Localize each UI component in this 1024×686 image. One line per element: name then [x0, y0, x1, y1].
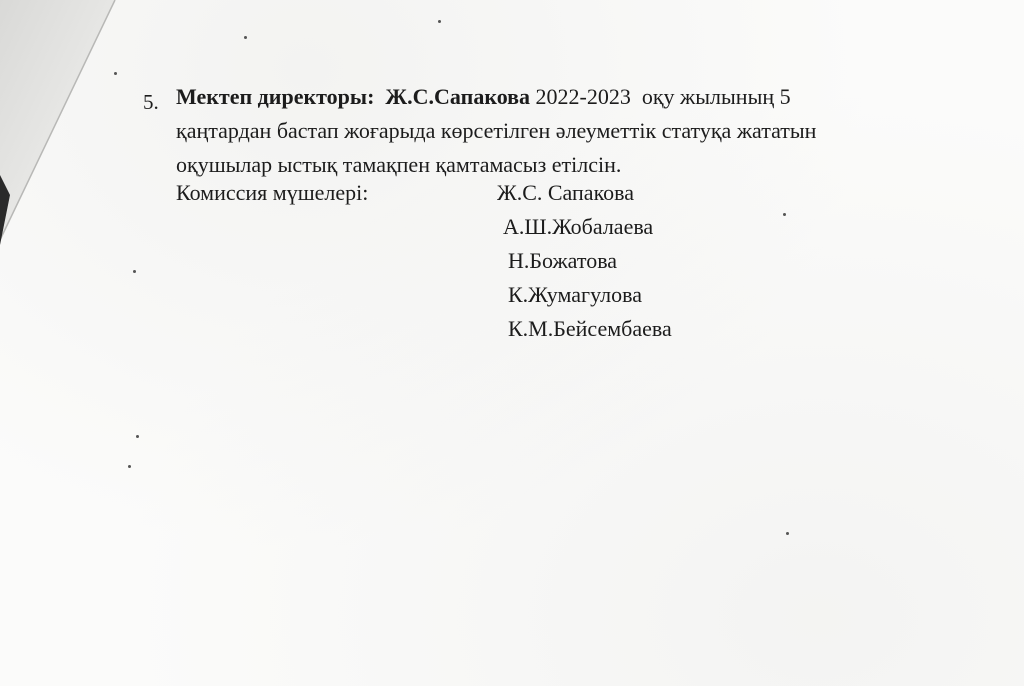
item-line-2: қаңтардан бастап жоғарыда көрсетілген әлеуметтік статуқа жататын: [176, 118, 817, 143]
page-corner-fold: [0, 0, 130, 250]
item-line-1-rest: 2022-2023 оқу жылының 5: [535, 84, 791, 109]
scan-speck: [244, 36, 247, 39]
scan-speck: [133, 270, 136, 273]
scan-speck: [786, 532, 789, 535]
commission-member: Н.Божатова: [508, 248, 618, 273]
commission-member: А.Ш.Жобалаева: [503, 214, 654, 239]
item-number: 5.: [143, 90, 159, 114]
item-line-3: оқушылар ыстық тамақпен қамтамасыз етілсін.: [176, 152, 622, 177]
scan-speck: [114, 72, 117, 75]
commission-members-list: [497, 176, 672, 346]
director-label: Мектеп директоры:: [176, 84, 375, 109]
scan-speck: [783, 213, 786, 216]
order-item-5: [143, 80, 963, 182]
director-name: Ж.С.Сапакова: [385, 84, 531, 109]
scan-speck: [128, 465, 131, 468]
scan-speck: [438, 20, 441, 23]
commission-label: Комиссия мүшелері:: [176, 180, 369, 205]
commission-member: Ж.С. Сапакова: [497, 180, 635, 205]
commission-member: К.Жумагулова: [508, 282, 642, 307]
item-line-1: [176, 80, 963, 114]
item-body: [176, 80, 963, 182]
scan-speck: [136, 435, 139, 438]
commission-member: К.М.Бейсембаева: [508, 316, 672, 341]
